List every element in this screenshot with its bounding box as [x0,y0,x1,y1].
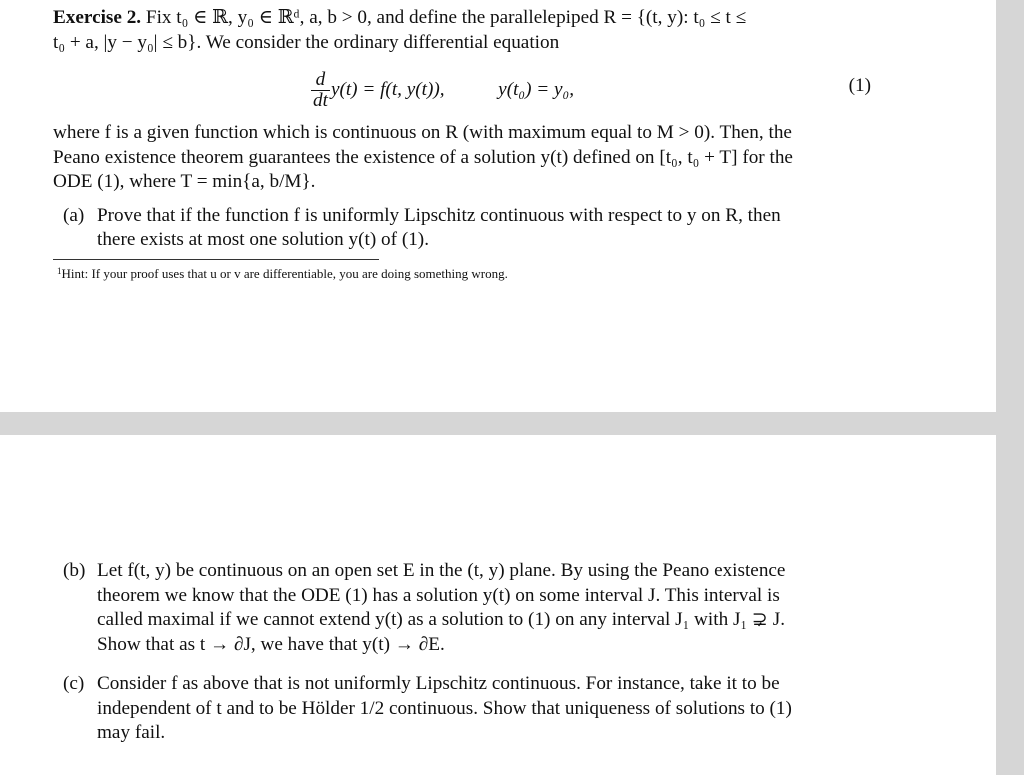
part-c-line-1: Consider f as above that is not uniformly Lipschitz continuous. For instance, take it to be [97,673,780,694]
part-c [53,672,871,746]
part-b-line-2: theorem we know that the ODE (1) has a solution y(t) on some interval J. This interval is [97,584,780,606]
part-b-line-3: called maximal if we cannot extend y(t) as a solution to (1) on any interval J₁ with J₁ ⊋ J. [97,609,786,630]
paragraph-line-3: ODE (1), where T = min{a, b/M}. [53,171,316,192]
part-b-label: (b) [63,560,86,581]
intro-line-2: t₀ + a, |y − y₀| ≤ b}. We consider the ordinary differential equation [53,31,560,53]
exercise-intro [53,6,871,55]
exercise-title: Exercise 2. [53,7,142,28]
fraction-numerator: d [311,70,330,91]
part-a [53,204,871,253]
equation-lhs: y(t) = f(t, y(t)), [330,78,445,100]
part-b [53,559,871,657]
exercise-paragraph [53,121,871,195]
footnote-mark: 1 [57,265,62,276]
footnote [57,262,871,283]
footnote-text: Hint: If your proof uses that u or v are differentiable, you are doing something wrong. [61,265,508,281]
derivative-fraction [311,70,330,111]
intro-line-1: Fix t₀ ∈ ℝ, y₀ ∈ ℝᵈ, a, b > 0, and define the parallelepiped R = {(t, y): t₀ ≤ t ≤ [145,7,747,28]
part-b-line-1: Let f(t, y) be continuous on an open set E in the (t, y) plane. By using the Peano existence [97,560,786,581]
footnote-rule [53,259,379,260]
equation-number: (1) [848,75,871,96]
part-c-line-3: may fail. [97,722,166,743]
initial-condition: y(t₀) = y₀, [498,78,574,100]
part-b-line-4: Show that as t → ∂J, we have that y(t) → ∂E. [97,633,445,655]
part-c-line-2: independent of t and to be Hölder 1/2 continuous. Show that uniqueness of solutions to (1) [97,697,792,719]
ode-equation [53,61,871,115]
part-a-line-2: there exists at most one solution y(t) of (1). [97,229,429,250]
part-c-label: (c) [63,673,85,694]
document-page-2 [0,435,996,775]
paragraph-line-2: Peano existence theorem guarantees the existence of a solution y(t) defined on [t₀, t₀ + T] for the [53,146,793,168]
fraction-denominator: dt [313,90,328,111]
part-a-label: (a) [63,204,85,226]
part-a-line-1: Prove that if the function f is uniformly Lipschitz continuous with respect to y on R, then [97,204,781,226]
paragraph-line-1: where f is a given function which is continuous on R (with maximum equal to M > 0). Then, the [53,122,792,143]
